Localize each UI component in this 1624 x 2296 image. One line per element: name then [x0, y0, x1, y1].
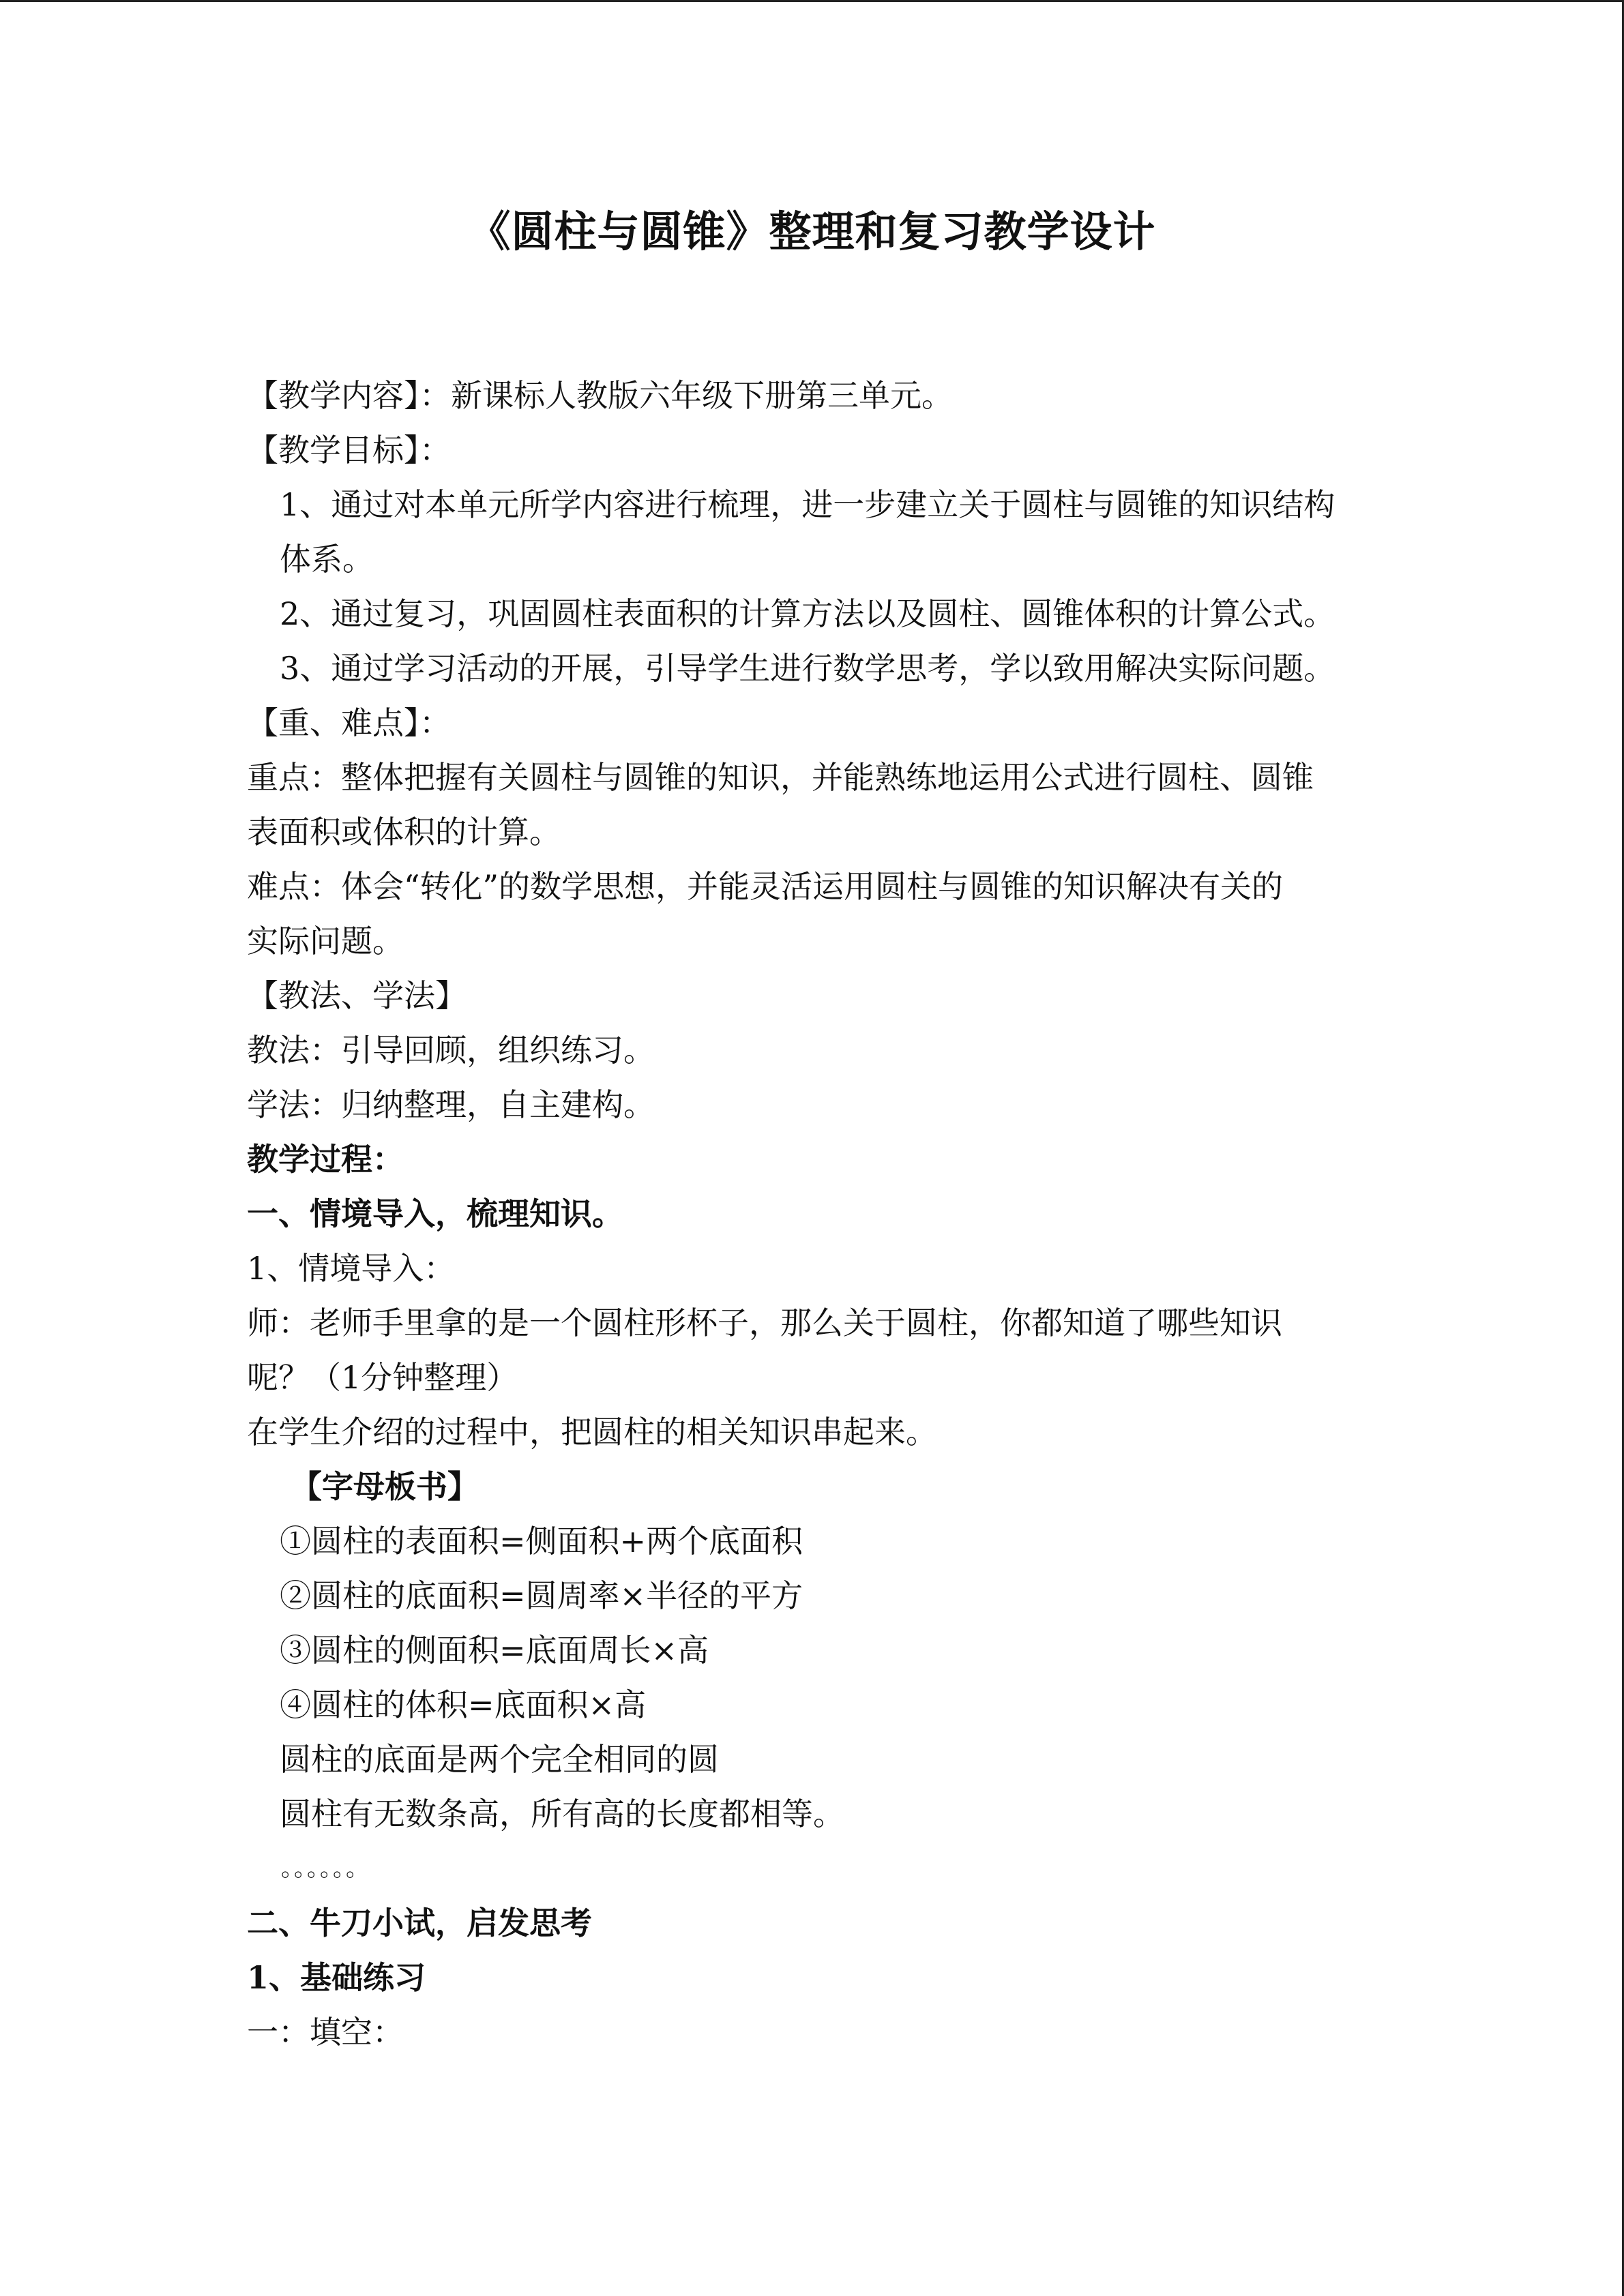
section-heading: 教学过程： — [247, 1141, 404, 1178]
text-line: 【教学内容】：新课标人教版六年级下册第三单元。 — [247, 377, 953, 414]
formula-line: 圆柱有无数条高，所有高的长度都相等。 — [280, 1795, 844, 1832]
section-heading: 一、情境导入，梳理知识。 — [247, 1195, 623, 1232]
text-line: 学法：归纳整理，自主建构。 — [247, 1086, 655, 1123]
text-line: 【教法、学法】 — [247, 977, 467, 1014]
objective-line: 1、通过对本单元所学内容进行梳理，进一步建立关于圆柱与圆锥的知识结构 — [280, 486, 1335, 523]
formula-line: ④圆柱的体积=底面积×高 — [280, 1686, 647, 1723]
ellipsis-dots: 。。。。。。 — [281, 1855, 370, 1882]
text-line: 在学生介绍的过程中，把圆柱的相关知识串起来。 — [247, 1414, 937, 1450]
formula-line: ③圆柱的侧面积=底面周长×高 — [280, 1632, 709, 1669]
text-line: 【重、难点】： — [247, 704, 451, 741]
text-line: 呢？（1分钟整理） — [247, 1359, 518, 1396]
text-line: 教法：引导回顾，组织练习。 — [247, 1032, 655, 1069]
board-heading: 【字母板书】 — [291, 1468, 479, 1505]
text-line: 实际问题。 — [247, 923, 404, 959]
formula-line: ②圆柱的底面积=圆周率×半径的平方 — [280, 1577, 803, 1614]
page-border-top — [0, 0, 1624, 2]
text-line: 师：老师手里拿的是一个圆柱形杯子，那么关于圆柱，你都知道了哪些知识 — [247, 1304, 1282, 1341]
text-line: 【教学目标】： — [247, 432, 451, 468]
text-line: 一：填空： — [247, 2014, 404, 2051]
text-line: 1、情境导入： — [247, 1250, 456, 1287]
formula-line: ①圆柱的表面积=侧面积+两个底面积 — [280, 1523, 803, 1560]
section-heading: 1、基础练习 — [247, 1959, 426, 1996]
document-body — [247, 368, 1406, 2059]
text-line: 难点：体会“转化”的数学思想，并能灵活运用圆柱与圆锥的知识解决有关的 — [247, 868, 1284, 905]
text-line: 表面积或体积的计算。 — [247, 814, 561, 850]
formula-line: 圆柱的底面是两个完全相同的圆 — [280, 1741, 719, 1778]
section-heading: 二、牛刀小试，启发思考 — [247, 1905, 592, 1941]
objective-line: 3、通过学习活动的开展，引导学生进行数学思考，学以致用解决实际问题。 — [280, 650, 1335, 687]
document-title: 《圆柱与圆锥》整理和复习教学设计 — [468, 207, 1156, 256]
objective-line: 2、通过复习，巩固圆柱表面积的计算方法以及圆柱、圆锥体积的计算公式。 — [280, 595, 1335, 632]
text-line: 重点：整体把握有关圆柱与圆锥的知识，并能熟练地运用公式进行圆柱、圆锥 — [247, 759, 1314, 796]
objective-line: 体系。 — [280, 541, 374, 578]
